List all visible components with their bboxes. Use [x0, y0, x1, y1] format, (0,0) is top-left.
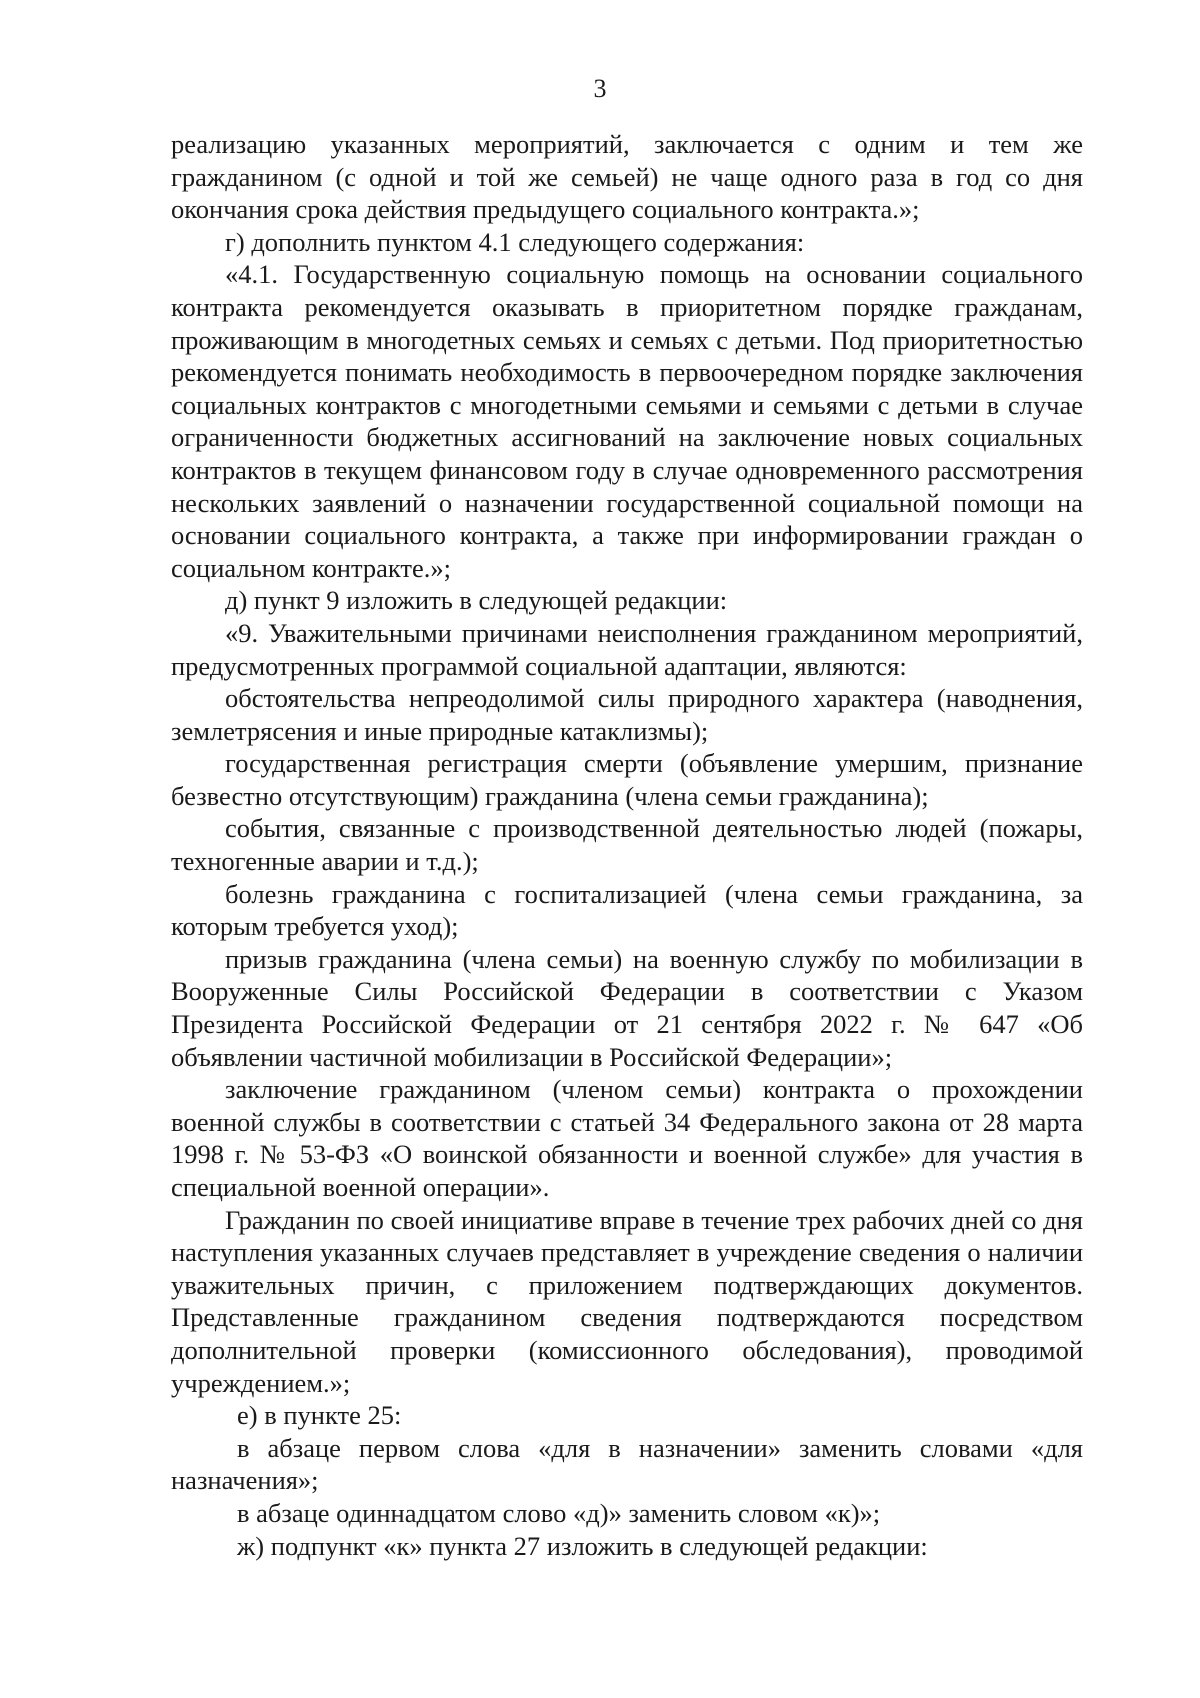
- paragraph-continuation: реализацию указанных мероприятий, заключается с одним и тем же гражданином (с одной и той же семьей) не чаще одного раза в год со дня окончания срока действия предыдущего социального контракта.»;: [171, 129, 1083, 225]
- paragraph-reason-industrial-events: события, связанные с производственной деятельностью людей (пожары, техногенные аварии и т.д.);: [171, 813, 1083, 877]
- page-number: 3: [593, 74, 607, 103]
- paragraph-eleventh-abzac: в абзаце одиннадцатом слово «д)» заменить словом «к)»;: [237, 1497, 881, 1528]
- paragraph-citizen-initiative: Гражданин по своей инициативе вправе в течение трех рабочих дней со дня наступления указанных случаев представляет в учреждение сведения о наличии уважительных причин, с приложением подтверждающих документов. Представленные гражданином сведения подтверждаются посредством дополнительной проверки (комиссионного обследования), проводимой учреждением.»;: [171, 1204, 1083, 1398]
- paragraph-reason-illness: болезнь гражданина с госпитализацией (члена семьи гражданина, за которым требуется уход);: [171, 878, 1083, 942]
- paragraph-item-e: е) в пункте 25:: [237, 1400, 402, 1431]
- paragraph-point-4-1: «4.1. Государственную социальную помощь на основании социального контракта рекомендуется оказывать в приоритетном порядке гражданам, проживающим в многодетных семьях и семьях с детьми. Под приоритетностью рекомендуется понимать необходимость в первоочередном порядке заключения социальных контрактов с многодетными семьями и семьями с детьми в случае ограниченности бюджетных ассигнований на заключение новых социальных контрактов в текущем финансовом году в случае одновременного рассмотрения нескольких заявлений о назначении государственной социальной помощи на основании социального контракта, а также при информировании граждан о социальном контракте.»;: [171, 259, 1083, 583]
- paragraph-reason-military-contract: заключение гражданином (членом семьи) контракта о прохождении военной службы в соответствии с статьей 34 Федерального закона от 28 марта 1998 г. № 53-ФЗ «О воинской обязанности и военной службе» для участия в специальной военной операции».: [171, 1074, 1083, 1202]
- paragraph-first-abzac: в абзаце первом слова «для в назначении» заменить словами «для назначения»;: [171, 1432, 1083, 1496]
- paragraph-point-9: «9. Уважительными причинами неисполнения гражданином мероприятий, предусмотренных программой социальной адаптации, являются:: [171, 617, 1083, 681]
- paragraph-item-g: г) дополнить пунктом 4.1 следующего содержания:: [225, 226, 805, 257]
- paragraph-reason-death-registration: государственная регистрация смерти (объявление умершим, признание безвестно отсутствующим) гражданина (члена семьи гражданина);: [171, 748, 1083, 811]
- paragraph-reason-mobilization: призыв гражданина (члена семьи) на военную службу по мобилизации в Вооруженные Силы Российской Федерации в соответствии с Указом Президента Российской Федерации от 21 сентября 2022 г. № 647 «Об объявлении частичной мобилизации в Российской Федерации»;: [171, 943, 1083, 1072]
- paragraph-reason-force-majeure: обстоятельства непреодолимой силы природного характера (наводнения, землетрясения и иные природные катаклизмы);: [171, 683, 1083, 746]
- document-body: [171, 128, 1083, 1562]
- paragraph-item-d: д) пункт 9 изложить в следующей редакции:: [225, 585, 728, 616]
- paragraph-item-zh: ж) подпункт «к» пункта 27 изложить в следующей редакции:: [237, 1530, 928, 1561]
